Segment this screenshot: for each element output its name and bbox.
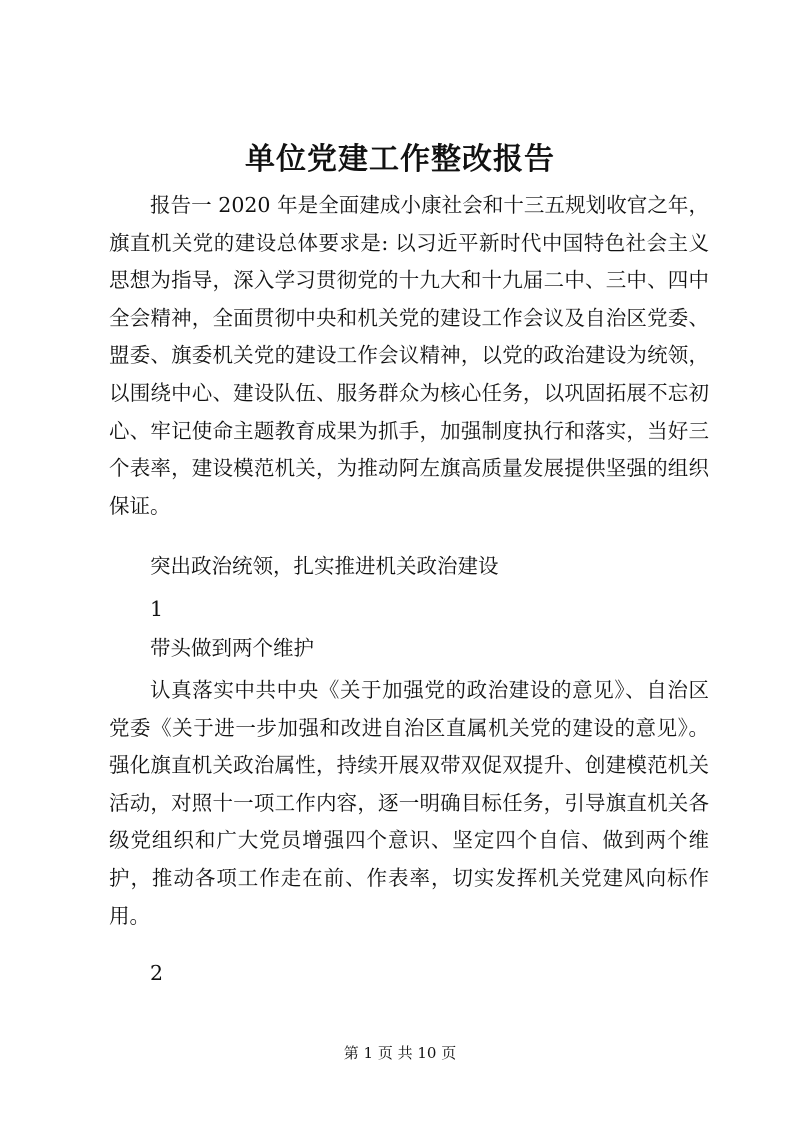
section-heading-political-leadership: 突出政治统领，扎实推进机关政治建设 [150, 554, 499, 578]
page-footer-number: 第 1 页 共 10 页 [343, 1044, 457, 1062]
section-number-2: 2 [150, 961, 164, 985]
body-paragraph-intro: 报告一 2020 年是全面建成小康社会和十三五规划收官之年，旗直机关党的建设总体要求是: 以习近平新时代中国特色社会主义思想为指导，深入学习贯彻党的十九大和十九届二中、三中、四中全会精神，全面贯彻中央和机关党的建设工作会议及自治区党委、盟委、旗委机关党的建设工作会议精神，以党的政治建设为统领，以围绕中心、建设队伍、服务群众为核心任务，以巩固拓展不忘初心、牢记使命主题教育成果为抓手，加强制度执行和落实，当好三个表率，建设模范机关，为推动阿左旗高质量发展提供坚强的组织保证。 [109, 193, 709, 518]
body-paragraph-implementation: 认真落实中共中央《关于加强党的政治建设的意见》、自治区党委《关于进一步加强和改进自治区直属机关党的建设的意见》。强化旗直机关政治属性，持续开展双带双促双提升、创建模范机关活动，对照十一项工作内容，逐一明确目标任务，引导旗直机关各级党组织和广大党员增强四个意识、坚定四个自信、做到两个维护，推动各项工作走在前、作表率，切实发挥机关党建风向标作用。 [109, 678, 709, 928]
section-number-1: 1 [150, 597, 164, 621]
document-title: 单位党建工作整改报告 [245, 142, 555, 177]
section-heading-two-safeguards: 带头做到两个维护 [150, 636, 314, 660]
